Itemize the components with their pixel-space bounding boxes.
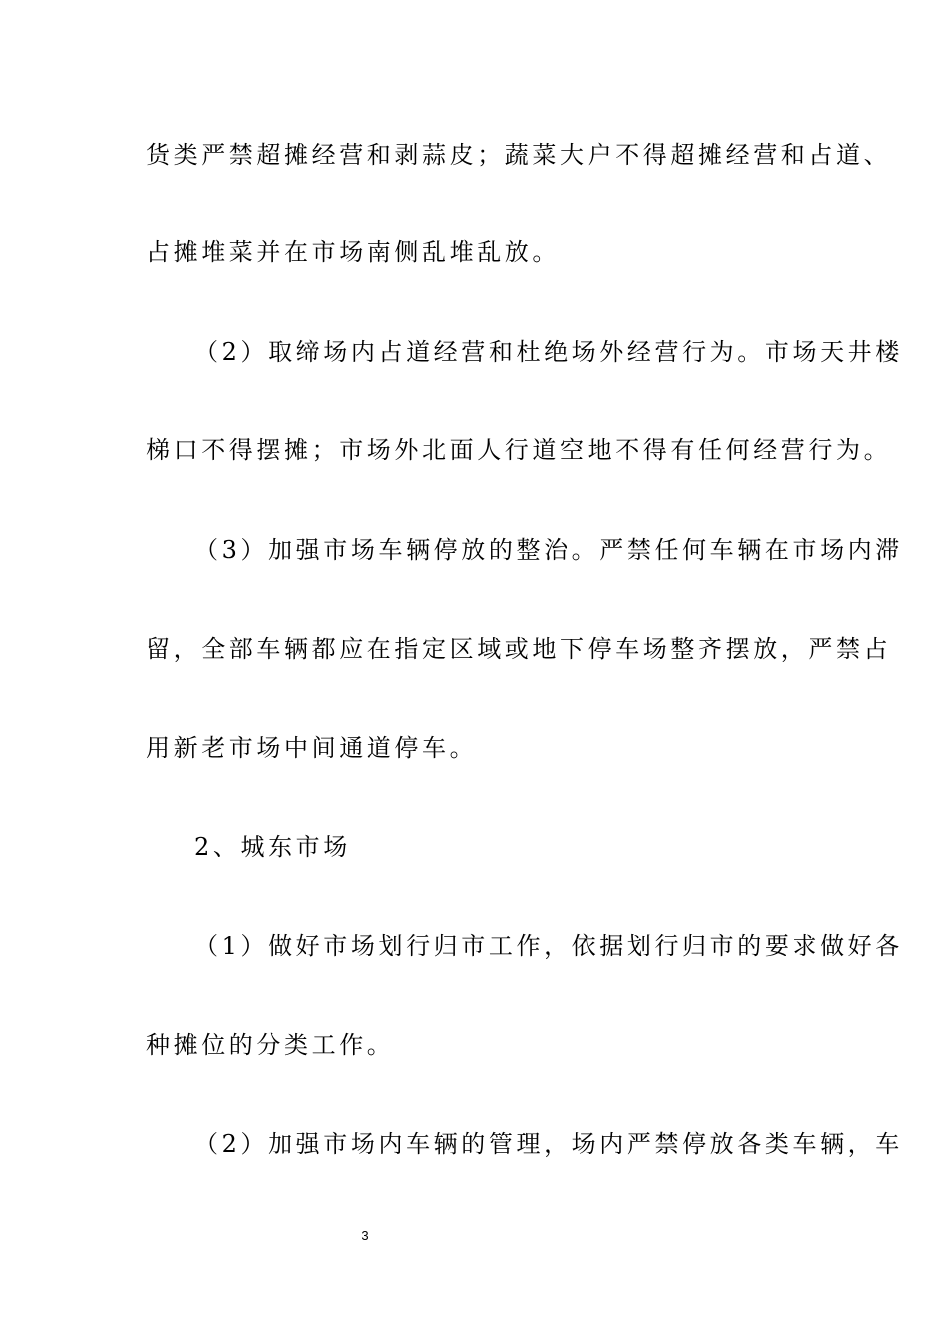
text-line: （2）取缔场内占道经营和杜绝场外经营行为。市场天井楼 (194, 338, 903, 366)
text-line: （3）加强市场车辆停放的整治。严禁任何车辆在市场内滞 (194, 536, 903, 564)
text-line: 种摊位的分类工作。 (146, 1031, 395, 1059)
text-line: （2）加强市场内车辆的管理，场内严禁停放各类车辆，车 (194, 1130, 903, 1158)
page-number: 3 (361, 1228, 369, 1243)
text-line: 货类严禁超摊经营和剥蒜皮；蔬菜大户不得超摊经营和占道、 (146, 141, 892, 169)
text-line: 用新老市场中间通道停车。 (146, 734, 478, 762)
section-heading: 2、城东市场 (194, 833, 351, 861)
text-line: （1）做好市场划行归市工作，依据划行归市的要求做好各 (194, 932, 903, 960)
text-line: 梯口不得摆摊；市场外北面人行道空地不得有任何经营行为。 (146, 436, 892, 464)
text-line: 留，全部车辆都应在指定区域或地下停车场整齐摆放，严禁占 (146, 635, 892, 663)
text-line: 占摊堆菜并在市场南侧乱堆乱放。 (146, 238, 560, 266)
